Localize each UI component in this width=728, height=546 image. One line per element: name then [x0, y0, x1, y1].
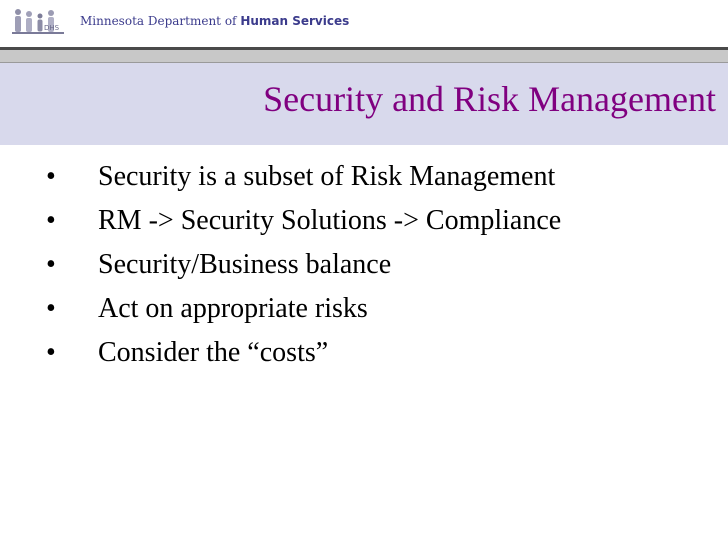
bullet-icon: • [46, 161, 56, 192]
bullet-item [0, 293, 700, 337]
bullet-text: Security is a subset of Risk Management [98, 161, 556, 192]
org-name-prefix: Minnesota Department of [80, 14, 241, 28]
logo-text: DHS [44, 24, 60, 32]
bullet-icon: • [46, 249, 56, 280]
bullet-text: Security/Business balance [98, 249, 392, 280]
family-logo-icon [10, 7, 68, 37]
bullet-icon: • [46, 293, 56, 324]
bullet-item [0, 205, 700, 249]
bullet-text: RM -> Security Solutions -> Compliance [98, 205, 562, 236]
bullet-list [0, 161, 700, 381]
bullet-icon: • [46, 205, 56, 236]
bullet-icon: • [46, 337, 56, 368]
gray-band [0, 50, 728, 63]
bullet-item [0, 337, 700, 381]
bullet-text: Act on appropriate risks [98, 293, 368, 324]
bullet-item [0, 249, 700, 293]
header-bar [0, 0, 728, 44]
bullet-text: Consider the “costs” [98, 337, 329, 368]
bullet-item [0, 161, 700, 205]
org-name-strong: Human Services [240, 14, 350, 28]
org-name [80, 14, 349, 28]
slide-title: Security and Risk Management [263, 79, 716, 119]
